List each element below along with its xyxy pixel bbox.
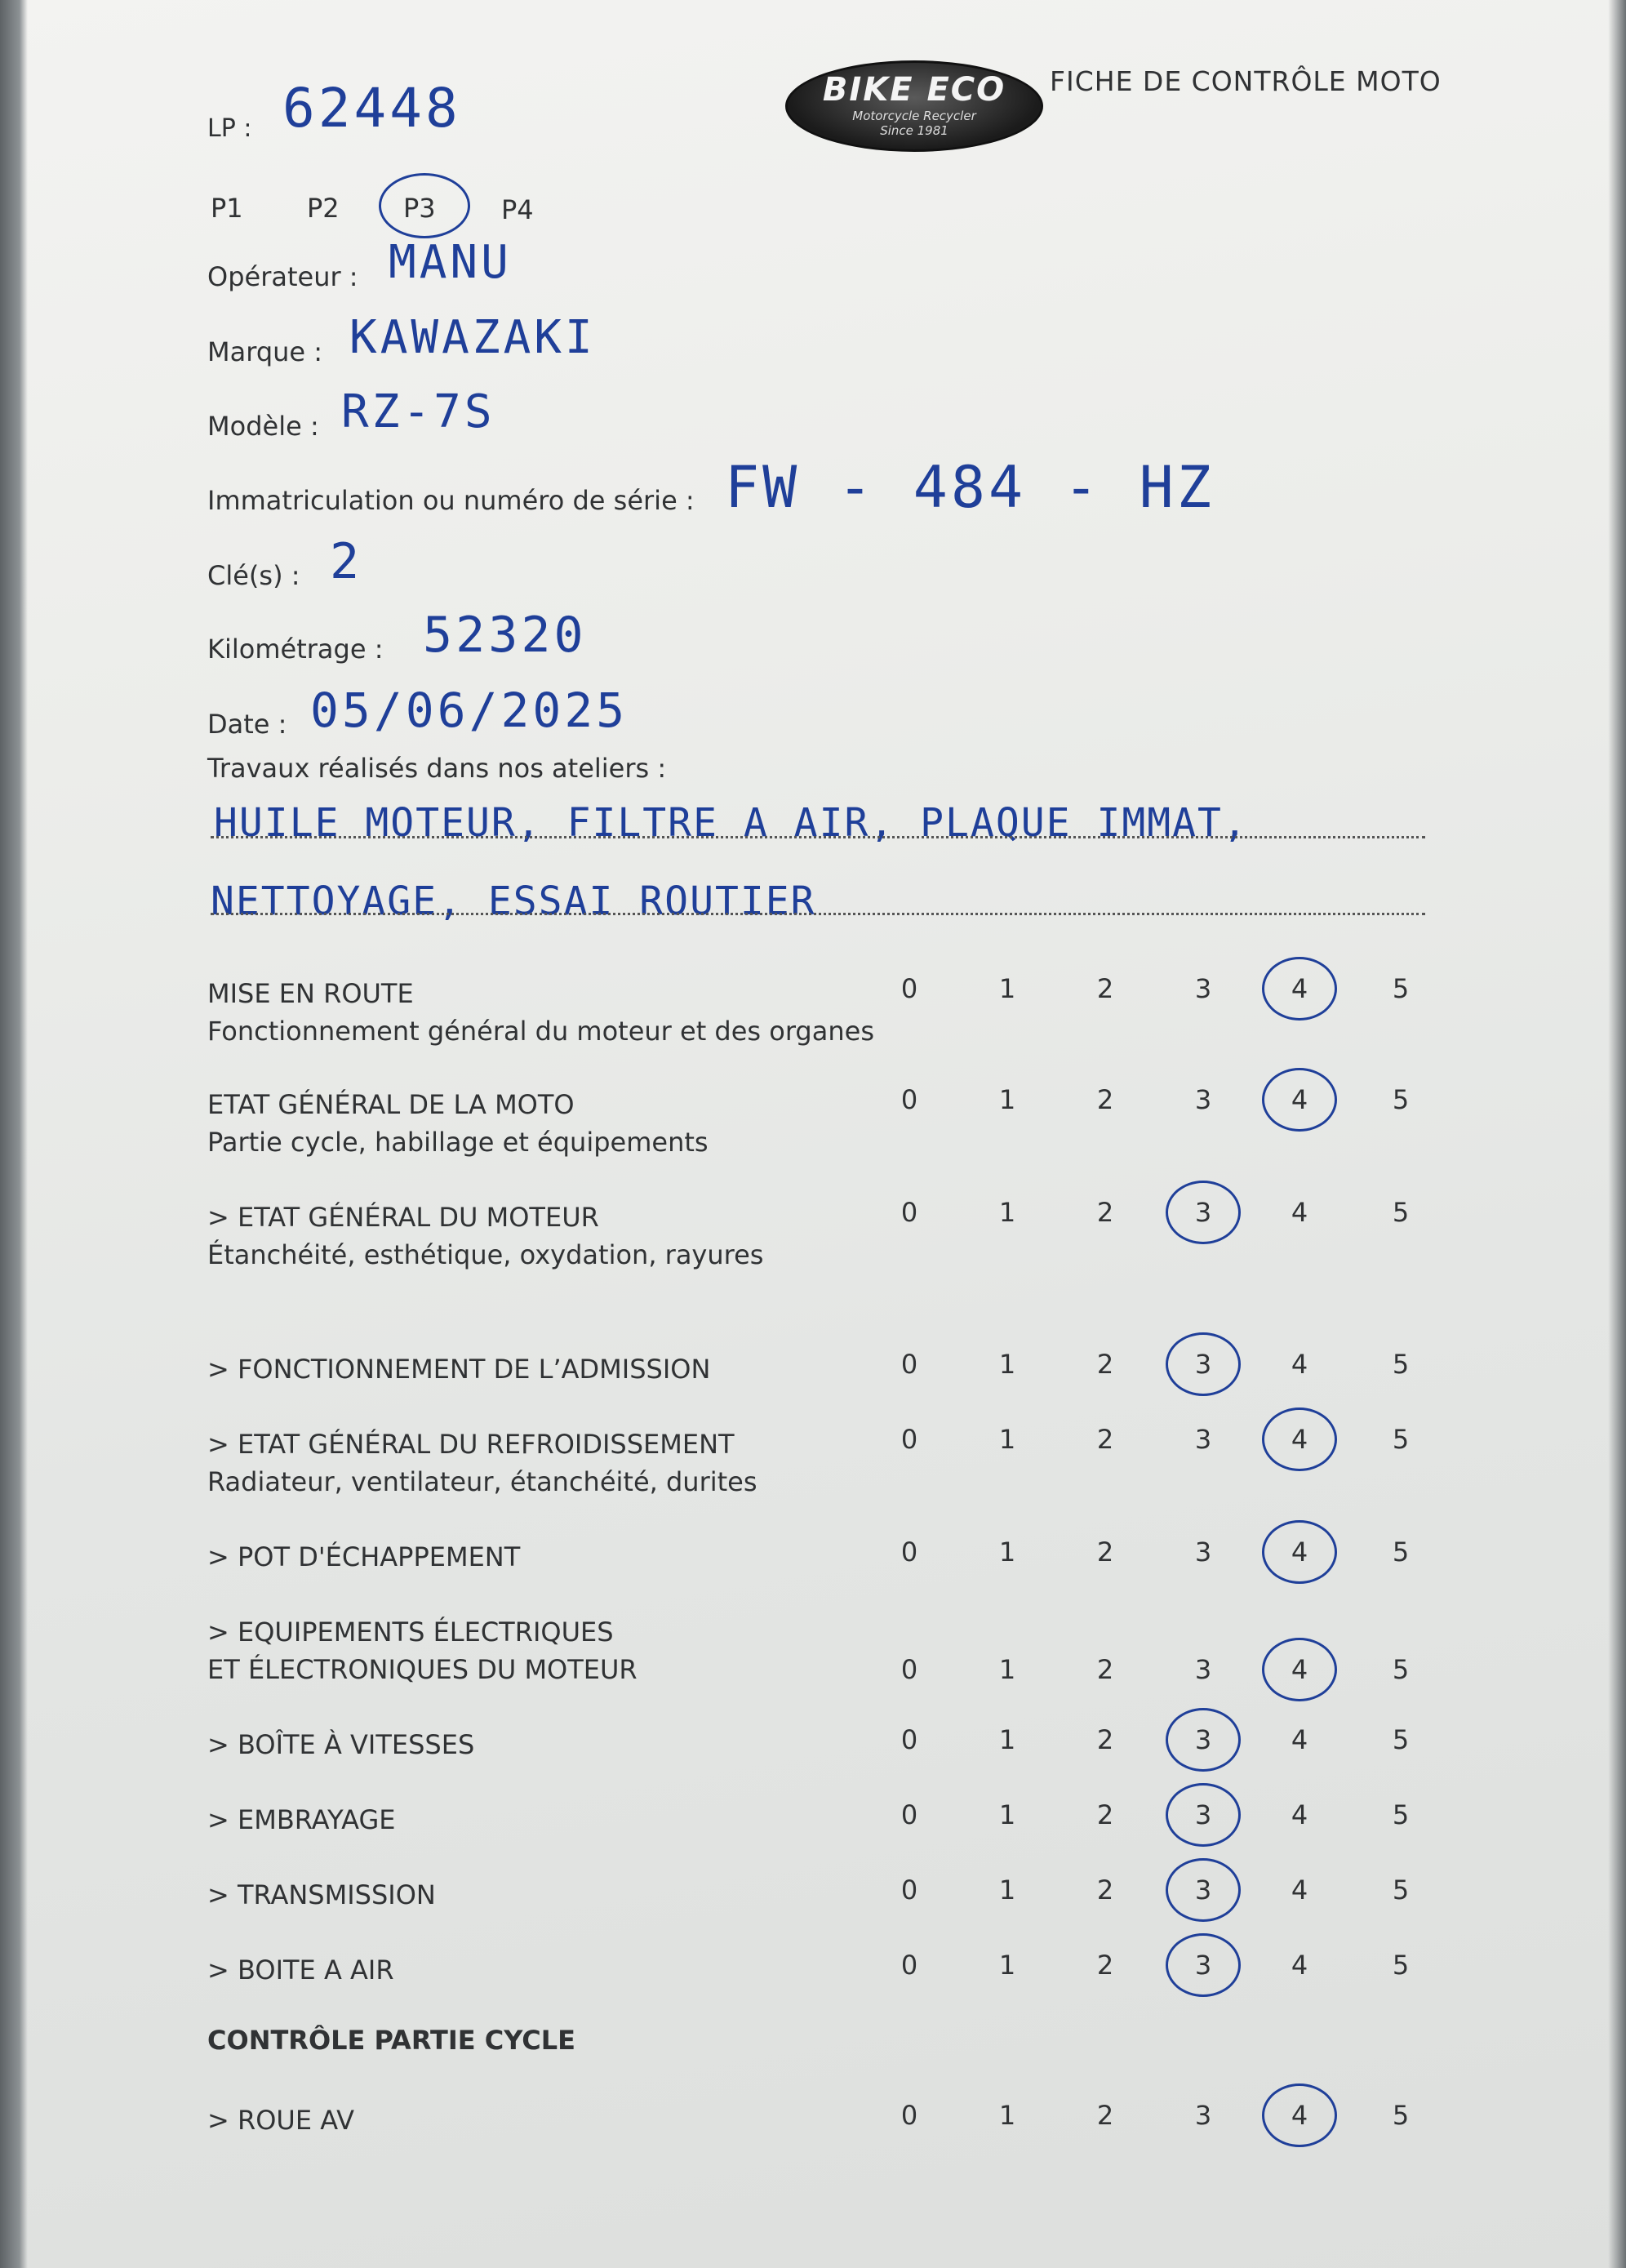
field-label: Kilométrage : [207, 634, 384, 665]
score-option-0: 0 [900, 1874, 918, 1906]
score-option-2: 2 [1096, 1654, 1114, 1685]
score-option-1: 1 [998, 1799, 1016, 1830]
score-option-4: 4 [1291, 1654, 1308, 1685]
row-title: > POT D'ÉCHAPPEMENT [207, 1541, 521, 1572]
score-selection-circle [1262, 1520, 1337, 1584]
score-selection-circle [1262, 1638, 1337, 1701]
field-label: Marque : [207, 336, 323, 367]
score-selection-circle [1262, 1068, 1337, 1132]
score-selection-circle [1166, 1783, 1241, 1847]
score-option-1: 1 [998, 1724, 1016, 1755]
score-option-2: 2 [1096, 2100, 1114, 2131]
score-option-1: 1 [998, 1874, 1016, 1906]
row-title: > BOÎTE À VITESSES [207, 1729, 475, 1760]
score-option-1: 1 [998, 2100, 1016, 2131]
position-p3: P3 [403, 193, 436, 224]
score-option-1: 1 [998, 973, 1016, 1004]
score-option-1: 1 [998, 1654, 1016, 1685]
travaux-dotted-line-2 [211, 913, 1425, 915]
score-option-1: 1 [998, 1536, 1016, 1568]
score-selection-circle [1262, 2083, 1337, 2147]
score-option-2: 2 [1096, 973, 1114, 1004]
travaux-dotted-line-1 [211, 836, 1425, 838]
score-option-3: 3 [1194, 1724, 1212, 1755]
score-option-3: 3 [1194, 1084, 1212, 1115]
field-label: Clé(s) : [207, 560, 300, 591]
travaux-label: Travaux réalisés dans nos ateliers : [207, 753, 667, 784]
score-option-2: 2 [1096, 1424, 1114, 1455]
row-subtitle: Radiateur, ventilateur, étanchéité, durites [207, 1466, 757, 1497]
row-title: MISE EN ROUTE [207, 978, 414, 1009]
score-selection-circle [1262, 957, 1337, 1021]
score-option-4: 4 [1291, 1424, 1308, 1455]
score-option-0: 0 [900, 1724, 918, 1755]
score-option-4: 4 [1291, 1724, 1308, 1755]
score-option-0: 0 [900, 1197, 918, 1228]
score-option-1: 1 [998, 1950, 1016, 1981]
row-title: > BOITE A AIR [207, 1954, 394, 1986]
row-subtitle: Partie cycle, habillage et équipements [207, 1127, 709, 1158]
score-option-2: 2 [1096, 1349, 1114, 1380]
score-option-0: 0 [900, 1424, 918, 1455]
position-selection-circle [379, 173, 470, 238]
score-option-1: 1 [998, 1424, 1016, 1455]
lp-label: LP : [207, 114, 252, 143]
row-subtitle: Étanchéité, esthétique, oxydation, rayures [207, 1239, 764, 1270]
score-option-3: 3 [1194, 973, 1212, 1004]
travaux-line-2: NETTOYAGE, ESSAI ROUTIER [211, 878, 816, 924]
score-option-0: 0 [900, 1349, 918, 1380]
row-title: > ETAT GÉNÉRAL DU MOTEUR [207, 1202, 599, 1233]
row-title: ETAT GÉNÉRAL DE LA MOTO [207, 1089, 575, 1120]
score-option-4: 4 [1291, 2100, 1308, 2131]
score-option-1: 1 [998, 1349, 1016, 1380]
travaux-line-1: HUILE MOTEUR, FILTRE A AIR, PLAQUE IMMAT, [214, 800, 1248, 846]
field-value: 2 [330, 533, 363, 590]
score-option-5: 5 [1392, 1349, 1410, 1380]
score-selection-circle [1262, 1407, 1337, 1471]
score-selection-circle [1166, 1332, 1241, 1396]
field-value: KAWAZAKI [349, 311, 596, 365]
score-option-3: 3 [1194, 1950, 1212, 1981]
score-option-2: 2 [1096, 1724, 1114, 1755]
score-option-2: 2 [1096, 1084, 1114, 1115]
score-option-5: 5 [1392, 1536, 1410, 1568]
score-option-3: 3 [1194, 1654, 1212, 1685]
lp-value: 62448 [282, 77, 461, 140]
field-label: Immatriculation ou numéro de série : [207, 485, 695, 516]
field-label: Modèle : [207, 411, 319, 442]
score-option-4: 4 [1291, 1950, 1308, 1981]
score-option-3: 3 [1194, 1799, 1212, 1830]
score-option-3: 3 [1194, 1349, 1212, 1380]
score-option-5: 5 [1392, 1424, 1410, 1455]
score-option-4: 4 [1291, 1349, 1308, 1380]
score-option-4: 4 [1291, 1197, 1308, 1228]
position-p1: P1 [211, 193, 243, 224]
score-option-0: 0 [900, 1654, 918, 1685]
score-option-5: 5 [1392, 1950, 1410, 1981]
sheet-title: FICHE DE CONTRÔLE MOTO [1050, 65, 1442, 97]
score-option-3: 3 [1194, 1536, 1212, 1568]
row-title: > EMBRAYAGE [207, 1804, 396, 1835]
score-option-4: 4 [1291, 1799, 1308, 1830]
score-option-2: 2 [1096, 1536, 1114, 1568]
score-option-2: 2 [1096, 1799, 1114, 1830]
score-option-2: 2 [1096, 1874, 1114, 1906]
score-option-5: 5 [1392, 973, 1410, 1004]
score-option-4: 4 [1291, 1084, 1308, 1115]
field-value: MANU [389, 236, 512, 290]
score-option-5: 5 [1392, 1799, 1410, 1830]
row-subtitle: Fonctionnement général du moteur et des organes [207, 1016, 874, 1047]
row-title: > FONCTIONNEMENT DE L’ADMISSION [207, 1354, 711, 1385]
score-option-4: 4 [1291, 1874, 1308, 1906]
score-option-5: 5 [1392, 1654, 1410, 1685]
score-option-3: 3 [1194, 1424, 1212, 1455]
score-option-0: 0 [900, 973, 918, 1004]
score-option-2: 2 [1096, 1197, 1114, 1228]
score-option-5: 5 [1392, 1084, 1410, 1115]
row-title: > EQUIPEMENTS ÉLECTRIQUES [207, 1617, 614, 1648]
score-option-4: 4 [1291, 1536, 1308, 1568]
score-option-2: 2 [1096, 1950, 1114, 1981]
section-cycle-title: CONTRÔLE PARTIE CYCLE [207, 2025, 575, 2056]
score-option-5: 5 [1392, 1874, 1410, 1906]
field-label: Opérateur : [207, 261, 358, 292]
bike-eco-logo: BIKE ECO Motorcycle Recycler Since 1981 [785, 60, 1043, 152]
score-option-1: 1 [998, 1197, 1016, 1228]
score-option-3: 3 [1194, 2100, 1212, 2131]
score-option-5: 5 [1392, 1724, 1410, 1755]
score-option-0: 0 [900, 1950, 918, 1981]
field-label: Date : [207, 709, 287, 740]
position-p4: P4 [501, 194, 534, 225]
row-title: > ETAT GÉNÉRAL DU REFROIDISSEMENT [207, 1429, 735, 1460]
position-p2: P2 [307, 193, 340, 224]
score-option-0: 0 [900, 1536, 918, 1568]
score-option-1: 1 [998, 1084, 1016, 1115]
field-value: 52320 [423, 607, 587, 664]
score-option-0: 0 [900, 1084, 918, 1115]
field-value: RZ-7S [341, 385, 495, 439]
score-selection-circle [1166, 1858, 1241, 1922]
row-title: > ROUE AV [207, 2105, 354, 2136]
field-value: FW - 484 - HZ [725, 453, 1215, 521]
score-selection-circle [1166, 1708, 1241, 1772]
score-option-3: 3 [1194, 1197, 1212, 1228]
row-title: > TRANSMISSION [207, 1879, 436, 1910]
score-option-3: 3 [1194, 1874, 1212, 1906]
score-option-5: 5 [1392, 1197, 1410, 1228]
score-option-4: 4 [1291, 973, 1308, 1004]
score-option-0: 0 [900, 1799, 918, 1830]
score-selection-circle [1166, 1933, 1241, 1997]
row-subtitle: ET ÉLECTRONIQUES DU MOTEUR [207, 1654, 638, 1685]
score-option-5: 5 [1392, 2100, 1410, 2131]
score-selection-circle [1166, 1181, 1241, 1244]
score-option-0: 0 [900, 2100, 918, 2131]
field-value: 05/06/2025 [310, 683, 629, 739]
